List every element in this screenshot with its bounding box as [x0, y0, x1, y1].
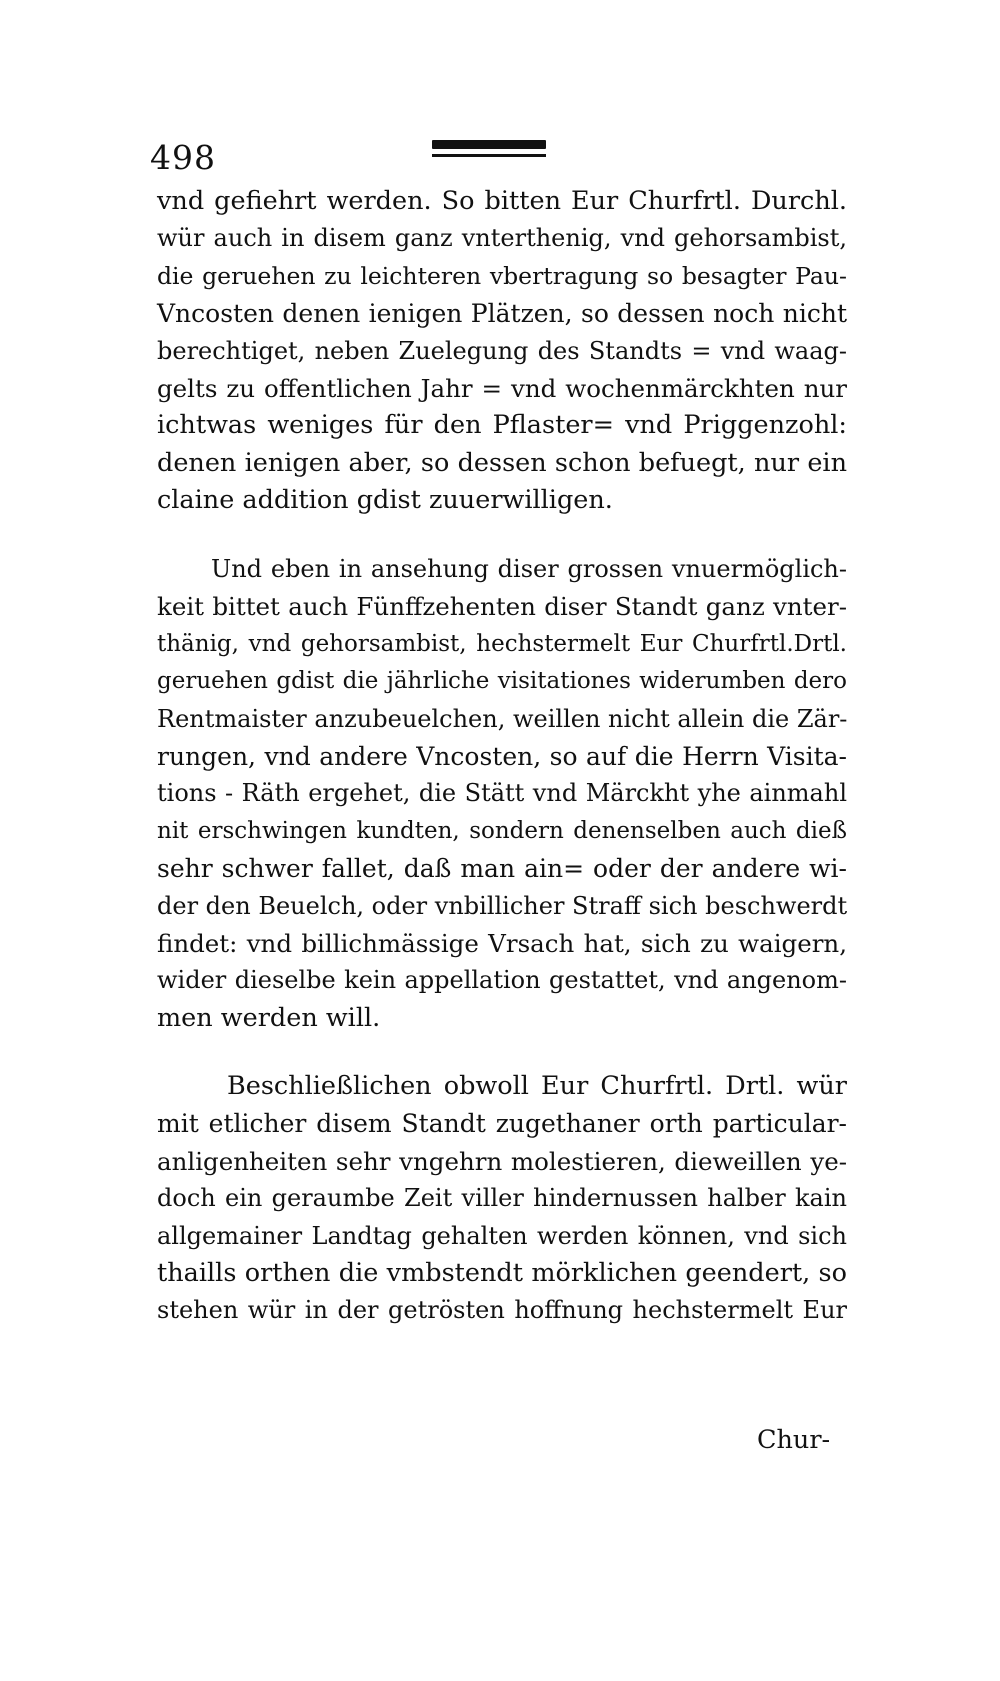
- text-line: claine addition gdist zuuerwilligen.: [157, 485, 613, 516]
- text-line: mit etlicher disem Standt zugethaner orth particular-: [157, 1109, 847, 1139]
- text-line: Rentmaister anzubeuelchen, weillen nicht allein die Zär-: [157, 704, 848, 733]
- text-line: findet: vnd billichmässige Vrsach hat, sich zu waigern,: [157, 928, 847, 958]
- paragraph-3: [157, 1068, 847, 1330]
- text-line: wür auch in disem ganz vnterthenig, vnd gehorsambist,: [157, 224, 847, 253]
- text-line: Vncosten denen ienigen Plätzen, so dessen noch nicht: [157, 299, 847, 329]
- text-line: Und eben in ansehung diser grossen vnuermöglich-: [211, 555, 847, 583]
- text-line: wider dieselbe kein appellation gestattet, vnd angenom-: [157, 966, 847, 995]
- paragraph-2: [157, 551, 847, 1037]
- text-line: geruehen gdist die jährliche visitationes widerumben dero: [157, 668, 847, 695]
- text-line: Beschließlichen obwoll Eur Churfrtl. Drtl. wür: [227, 1071, 847, 1101]
- text-line: der den Beuelch, oder vnbillicher Straff sich beschwerdt: [157, 891, 848, 920]
- text-line: allgemainer Landtag gehalten werden können, vnd sich: [157, 1221, 847, 1250]
- text-line: stehen wür in der getrösten hoffnung hechstermelt Eur: [157, 1296, 847, 1325]
- page-number: 498: [150, 138, 216, 177]
- text-line: vnd gefiehrt werden. So bitten Eur Churfrtl. Durchl.: [157, 186, 847, 216]
- text-line: rungen, vnd andere Vncosten, so auf die Herrn Visita-: [157, 741, 847, 771]
- header-rule-thin: [432, 154, 546, 157]
- text-line: anligenheiten sehr vngehrn molestieren, dieweillen ye-: [157, 1146, 847, 1176]
- text-line: denen ienigen aber, so dessen schon befuegt, nur ein: [157, 447, 847, 478]
- text-line: keit bittet auch Fünffzehenten diser Standt ganz vnter-: [157, 592, 847, 622]
- catchword: Chur-: [757, 1425, 831, 1455]
- text-line: men werden will.: [157, 1002, 381, 1033]
- header-rule-thick: [432, 140, 546, 149]
- text-line: berechtiget, neben Zuelegung des Standts = vnd waag-: [157, 336, 847, 365]
- text-line: thaills orthen die vmbstendt mörklichen geendert, so: [157, 1257, 847, 1288]
- text-line: thänig, vnd gehorsambist, hechstermelt Eur Churfrtl.Drtl.: [157, 630, 847, 657]
- text-line: ichtwas weniges für den Pflaster= vnd Priggenzohl:: [157, 410, 847, 441]
- text-line: gelts zu offentlichen Jahr = vnd wochenmärckhten nur: [157, 373, 847, 403]
- text-line: tions - Räth ergehet, die Stätt vnd Märckht yhe ainmahl: [157, 779, 847, 808]
- paragraph-1: [157, 183, 847, 520]
- text-line: sehr schwer fallet, daß man ain= oder der andere wi-: [157, 854, 847, 884]
- header-rule-ornament: [432, 140, 546, 157]
- text-line: die geruehen zu leichteren vbertragung so besagter Pau-: [157, 261, 847, 290]
- text-line: nit erschwingen kundten, sondern denenselben auch dieß: [157, 817, 847, 844]
- text-line: doch ein geraumbe Zeit viller hindernussen halber kain: [157, 1184, 847, 1213]
